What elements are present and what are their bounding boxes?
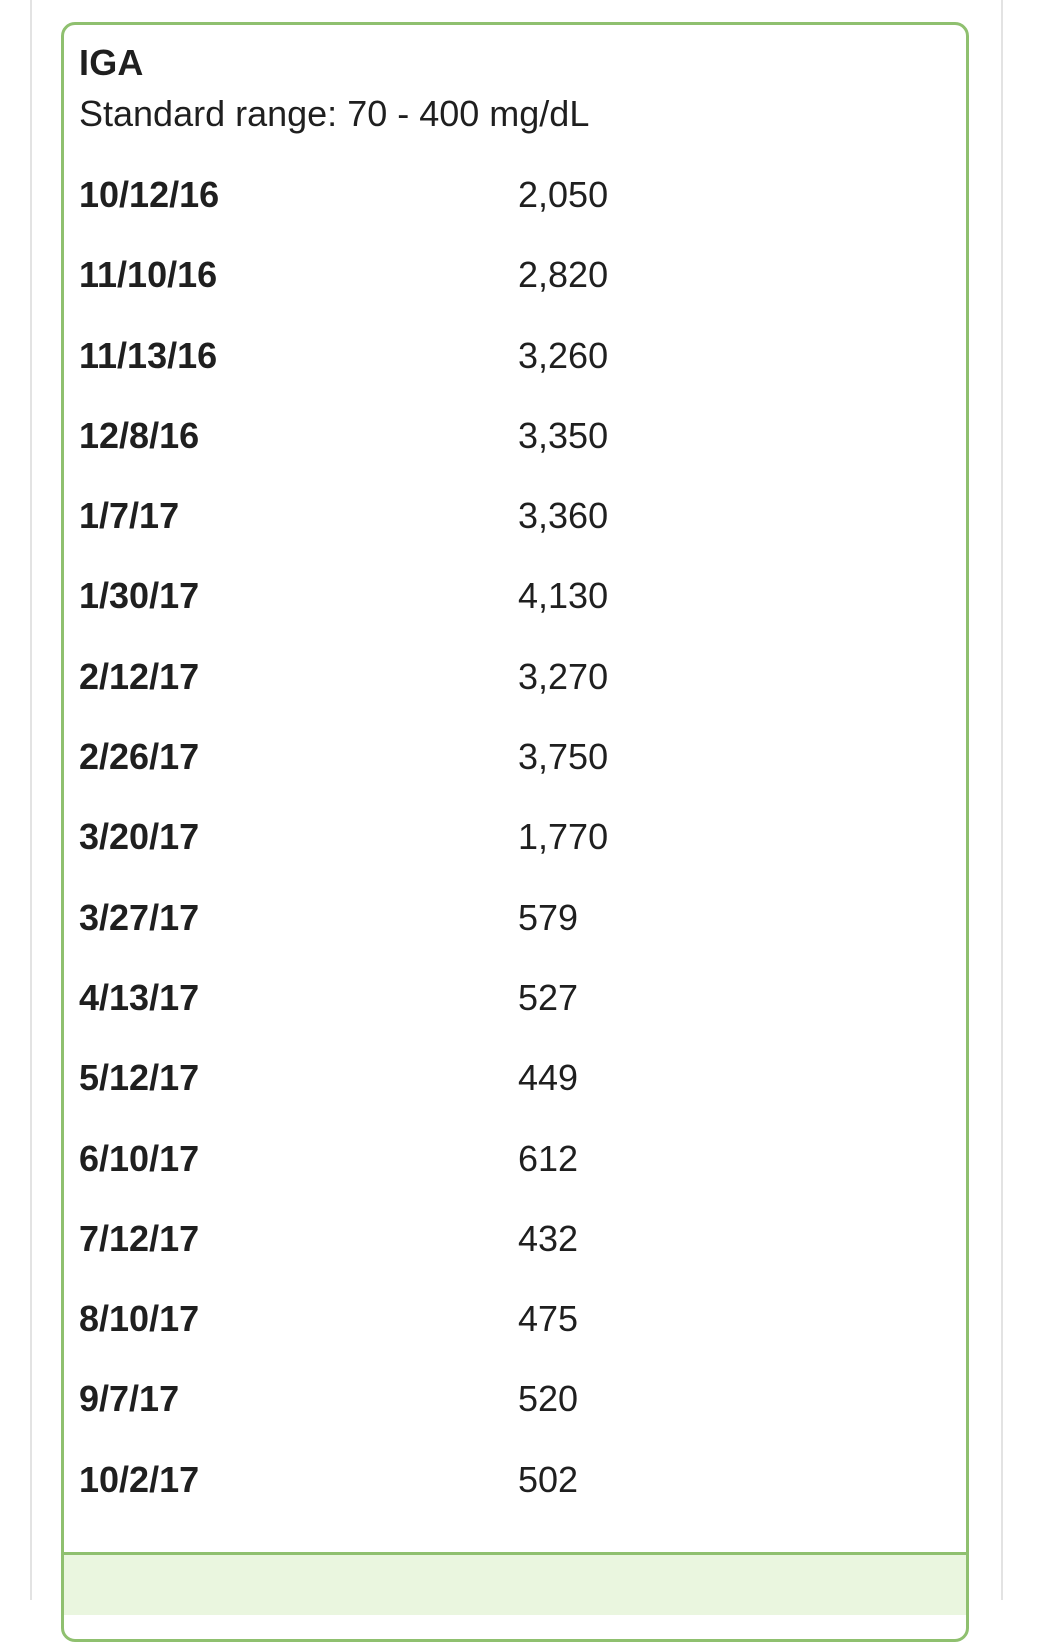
result-date: 12/8/16 [79, 414, 200, 456]
result-date: 4/13/17 [79, 976, 200, 1018]
page-border-right [1001, 0, 1003, 1600]
result-value: 475 [518, 1298, 579, 1340]
result-value: 612 [518, 1137, 579, 1179]
result-row [79, 1297, 949, 1377]
result-date: 10/2/17 [79, 1458, 200, 1500]
result-row [79, 334, 949, 414]
result-date: 7/12/17 [79, 1217, 200, 1259]
result-date: 2/26/17 [79, 736, 200, 778]
result-row [79, 574, 949, 654]
result-row [79, 414, 949, 494]
result-row [79, 1377, 949, 1457]
result-row [79, 896, 949, 976]
result-value: 2,820 [518, 254, 609, 296]
result-row [79, 735, 949, 815]
result-date: 9/7/17 [79, 1378, 180, 1420]
result-date: 3/27/17 [79, 896, 200, 938]
card-footer-band [64, 1552, 966, 1615]
result-value: 3,260 [518, 334, 609, 376]
result-date: 11/13/16 [79, 334, 218, 376]
result-value: 1,770 [518, 816, 609, 858]
result-row [79, 253, 949, 333]
result-row [79, 655, 949, 735]
result-date: 11/10/16 [79, 254, 218, 296]
result-value: 3,750 [518, 736, 609, 778]
result-value: 3,350 [518, 414, 609, 456]
test-name: IGA [79, 42, 144, 83]
result-row [79, 1458, 949, 1538]
result-value: 502 [518, 1458, 579, 1500]
result-date: 10/12/16 [79, 174, 220, 215]
result-date: 1/7/17 [79, 495, 180, 537]
result-row [79, 1137, 949, 1217]
result-value: 4,130 [518, 575, 609, 617]
result-value: 449 [518, 1057, 579, 1099]
result-value: 520 [518, 1378, 579, 1420]
result-row [79, 173, 949, 253]
result-date: 2/12/17 [79, 655, 200, 697]
standard-range: Standard range: 70 - 400 mg/dL [79, 93, 590, 134]
result-date: 1/30/17 [79, 575, 200, 617]
result-value: 579 [518, 896, 579, 938]
result-date: 8/10/17 [79, 1298, 200, 1340]
result-value: 432 [518, 1217, 579, 1259]
result-value: 3,360 [518, 495, 609, 537]
lab-result-card [61, 22, 969, 1642]
result-value: 527 [518, 976, 579, 1018]
result-row [79, 815, 949, 895]
result-row [79, 976, 949, 1056]
page-border-left [30, 0, 32, 1600]
result-row [79, 494, 949, 574]
result-date: 6/10/17 [79, 1137, 200, 1179]
result-date: 3/20/17 [79, 816, 200, 858]
results-list [79, 173, 949, 1538]
result-date: 5/12/17 [79, 1057, 200, 1099]
result-row [79, 1056, 949, 1136]
result-row [79, 1217, 949, 1297]
result-value: 2,050 [518, 174, 609, 215]
result-value: 3,270 [518, 655, 609, 697]
